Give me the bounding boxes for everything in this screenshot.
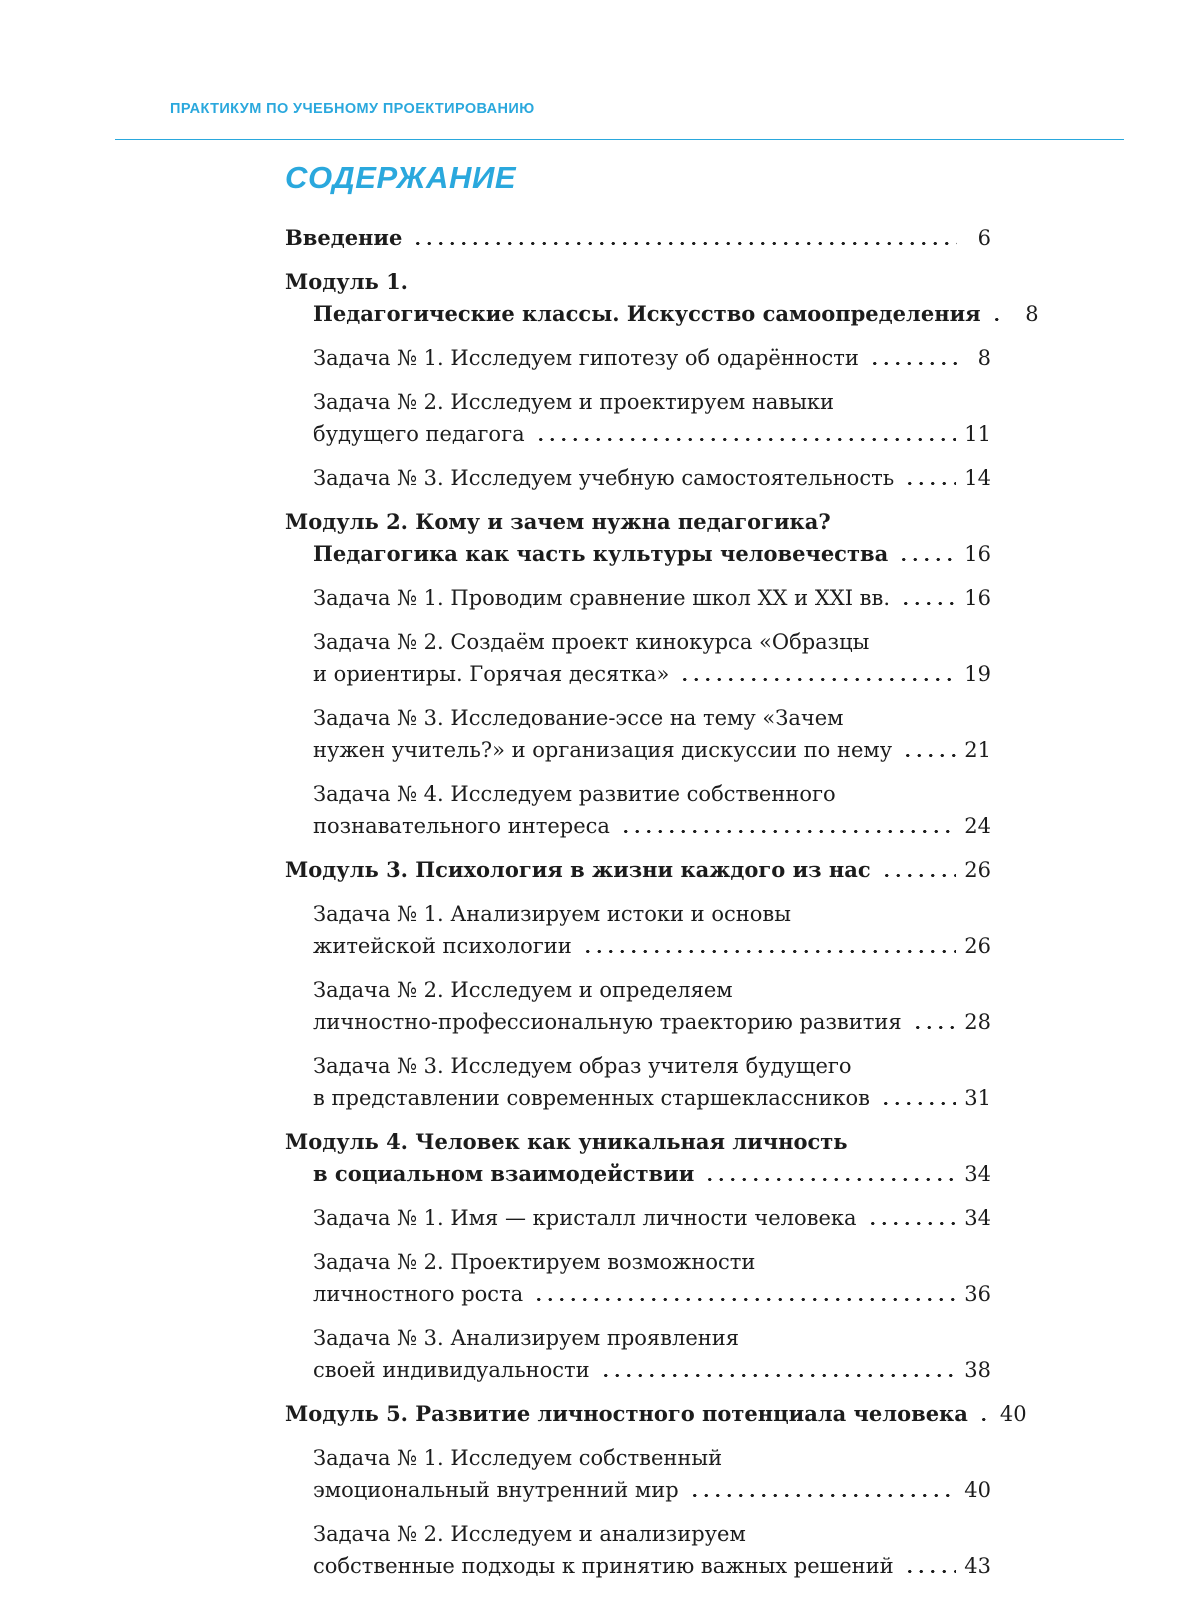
dot-leader bbox=[620, 829, 956, 834]
toc-entry-text: Задача № 3. Исследуем учебную самостоятельность bbox=[313, 466, 895, 490]
toc-entry-intro bbox=[285, 222, 991, 254]
toc-entry-text: в социальном взаимодействии bbox=[313, 1161, 695, 1186]
page-number: 43 bbox=[964, 1554, 991, 1578]
toc-entry-task bbox=[285, 1246, 991, 1310]
toc-line bbox=[285, 1518, 991, 1550]
toc-entry-task bbox=[285, 702, 991, 766]
toc-line bbox=[285, 1006, 991, 1038]
toc-line bbox=[285, 930, 991, 962]
page-number: 19 bbox=[964, 662, 991, 686]
toc-entry-task bbox=[285, 342, 991, 374]
page-number: 38 bbox=[964, 1358, 991, 1382]
toc-entry-task bbox=[285, 898, 991, 962]
dot-leader bbox=[902, 753, 956, 758]
toc-line bbox=[285, 702, 991, 734]
toc-entry-text: Модуль 3. Психология в жизни каждого из нас bbox=[285, 857, 871, 882]
toc-entry-text: своей индивидуальности bbox=[313, 1358, 590, 1382]
toc-entry-text: и ориентиры. Горячая десятка» bbox=[313, 662, 670, 686]
dot-leader bbox=[535, 437, 957, 442]
dot-leader bbox=[978, 1417, 992, 1422]
toc-entry-text: Задача № 4. Исследуем развитие собственного bbox=[313, 782, 836, 806]
toc-line bbox=[285, 386, 991, 418]
dot-leader bbox=[679, 677, 956, 682]
toc-entry-module bbox=[285, 854, 991, 886]
dot-leader bbox=[900, 601, 956, 606]
toc-line bbox=[285, 1082, 991, 1114]
dot-leader bbox=[880, 1101, 956, 1106]
toc-line bbox=[285, 222, 991, 254]
toc-line bbox=[285, 1550, 991, 1582]
page-number: 11 bbox=[964, 422, 991, 446]
toc-entry-text: эмоциональный внутренний мир bbox=[313, 1478, 679, 1502]
dot-leader bbox=[689, 1493, 957, 1498]
toc-entry-text: житейской психологии bbox=[313, 934, 572, 958]
page-number: 8 bbox=[1025, 302, 1039, 326]
page-number: 26 bbox=[964, 858, 991, 882]
toc-line bbox=[285, 1126, 991, 1158]
toc-line bbox=[285, 778, 991, 810]
toc-entry-text: Введение bbox=[285, 225, 403, 250]
toc-entry-module bbox=[285, 506, 991, 570]
header-rule bbox=[115, 139, 1124, 140]
dot-leader bbox=[412, 241, 957, 246]
toc-title: СОДЕРЖАНИЕ bbox=[285, 160, 517, 195]
page-number: 24 bbox=[964, 814, 991, 838]
dot-leader bbox=[904, 1569, 957, 1574]
toc-entry-task bbox=[285, 1442, 991, 1506]
page-number: 31 bbox=[964, 1086, 991, 1110]
dot-leader bbox=[600, 1373, 957, 1378]
toc-line bbox=[285, 1050, 991, 1082]
dot-leader bbox=[912, 1025, 957, 1030]
page-number: 34 bbox=[964, 1206, 991, 1230]
page-number: 40 bbox=[999, 1402, 1027, 1426]
dot-leader bbox=[898, 557, 956, 562]
page-number: 16 bbox=[964, 542, 991, 566]
toc-line bbox=[285, 462, 991, 494]
toc-entry-text: будущего педагога bbox=[313, 422, 525, 446]
toc-entry-text: Модуль 4. Человек как уникальная личность bbox=[285, 1129, 848, 1154]
toc-entry-text: Модуль 2. Кому и зачем нужна педагогика? bbox=[285, 509, 831, 534]
page-number: 8 bbox=[977, 346, 991, 370]
toc-line bbox=[285, 1398, 1027, 1430]
toc-line bbox=[285, 734, 991, 766]
toc-line bbox=[285, 1322, 991, 1354]
toc-entry-task bbox=[285, 974, 991, 1038]
toc-entry-task bbox=[285, 1518, 991, 1582]
toc-line bbox=[285, 974, 991, 1006]
toc-line bbox=[285, 626, 991, 658]
toc-entry-text: в представлении современных старшеклассников bbox=[313, 1086, 870, 1110]
toc-entry-text: Задача № 1. Исследуем гипотезу об одарённости bbox=[313, 346, 859, 370]
page-content bbox=[285, 160, 1039, 1594]
toc-line bbox=[285, 266, 991, 298]
dot-leader bbox=[533, 1297, 956, 1302]
toc-entry-task bbox=[285, 1050, 991, 1114]
toc-entry-text: Задача № 1. Проводим сравнение школ XX и XXI вв. bbox=[313, 586, 891, 610]
toc-entry-text: личностно-профессиональную траекторию развития bbox=[313, 1010, 902, 1034]
toc-entry-module bbox=[285, 1398, 1027, 1430]
page-number: 21 bbox=[964, 738, 991, 762]
toc-entry-text: собственные подходы к принятию важных решений bbox=[313, 1554, 894, 1578]
toc-line bbox=[285, 1442, 991, 1474]
toc-entry-text: Задача № 1. Исследуем собственный bbox=[313, 1446, 723, 1470]
toc-entry-task bbox=[285, 1202, 991, 1234]
toc-entry-task bbox=[285, 1322, 991, 1386]
toc-entry-task bbox=[285, 462, 991, 494]
toc-entry-text: Задача № 2. Исследуем и определяем bbox=[313, 978, 733, 1002]
toc-line bbox=[285, 298, 1039, 330]
toc-entry-text: Педагогические классы. Искусство самоопределения bbox=[313, 301, 981, 326]
dot-leader bbox=[582, 949, 956, 954]
toc-entry-text: Задача № 1. Имя — кристалл личности человека bbox=[313, 1206, 857, 1230]
dot-leader bbox=[867, 1221, 957, 1226]
running-head: ПРАКТИКУМ ПО УЧЕБНОМУ ПРОЕКТИРОВАНИЮ bbox=[170, 101, 535, 117]
toc-entry-text: Задача № 3. Исследование-эссе на тему «Зачем bbox=[313, 706, 844, 730]
toc-line bbox=[285, 418, 991, 450]
toc-line bbox=[285, 854, 991, 886]
toc-list bbox=[285, 222, 1039, 1582]
toc-line bbox=[285, 538, 991, 570]
page-number: 26 bbox=[964, 934, 991, 958]
dot-leader bbox=[881, 873, 957, 878]
toc-entry-task bbox=[285, 582, 991, 614]
toc-entry-text: Задача № 3. Исследуем образ учителя будущего bbox=[313, 1054, 852, 1078]
page-number: 16 bbox=[964, 586, 991, 610]
page-number: 36 bbox=[964, 1282, 991, 1306]
toc-line bbox=[285, 658, 991, 690]
toc-entry-module bbox=[285, 266, 1039, 330]
toc-line bbox=[285, 1158, 991, 1190]
toc-entry-text: Педагогика как часть культуры человечества bbox=[313, 541, 889, 566]
toc-entry-text: Задача № 2. Исследуем и проектируем навыки bbox=[313, 390, 835, 414]
toc-line bbox=[285, 506, 991, 538]
toc-line bbox=[285, 1278, 991, 1310]
page-number: 40 bbox=[964, 1478, 991, 1502]
dot-leader bbox=[904, 481, 956, 486]
toc-line bbox=[285, 898, 991, 930]
toc-entry-text: Модуль 5. Развитие личностного потенциала человека bbox=[285, 1401, 968, 1426]
toc-entry-text: Задача № 3. Анализируем проявления bbox=[313, 1326, 739, 1350]
toc-entry-task bbox=[285, 386, 991, 450]
page-number: 6 bbox=[977, 226, 991, 250]
toc-line bbox=[285, 810, 991, 842]
toc-entry-task bbox=[285, 626, 991, 690]
page-number: 28 bbox=[964, 1010, 991, 1034]
toc-line bbox=[285, 1246, 991, 1278]
toc-line bbox=[285, 582, 991, 614]
page-number: 34 bbox=[964, 1162, 991, 1186]
toc-entry-text: Задача № 2. Создаём проект кинокурса «Образцы bbox=[313, 630, 870, 654]
toc-line bbox=[285, 1474, 991, 1506]
toc-entry-text: Модуль 1. bbox=[285, 269, 408, 294]
toc-entry-module bbox=[285, 1126, 991, 1190]
page-number: 14 bbox=[964, 466, 991, 490]
toc-entry-task bbox=[285, 778, 991, 842]
dot-leader bbox=[704, 1177, 956, 1182]
toc-entry-text: Задача № 2. Исследуем и анализируем bbox=[313, 1522, 746, 1546]
toc-entry-text: Задача № 2. Проектируем возможности bbox=[313, 1250, 756, 1274]
toc-entry-text: Задача № 1. Анализируем истоки и основы bbox=[313, 902, 791, 926]
dot-leader bbox=[869, 361, 957, 366]
dot-leader bbox=[991, 317, 1005, 322]
toc-entry-text: личностного роста bbox=[313, 1282, 524, 1306]
toc-entry-text: познавательного интереса bbox=[313, 814, 610, 838]
toc-line bbox=[285, 342, 991, 374]
toc-line bbox=[285, 1202, 991, 1234]
toc-line bbox=[285, 1354, 991, 1386]
toc-entry-text: нужен учитель?» и организация дискуссии по нему bbox=[313, 738, 893, 762]
